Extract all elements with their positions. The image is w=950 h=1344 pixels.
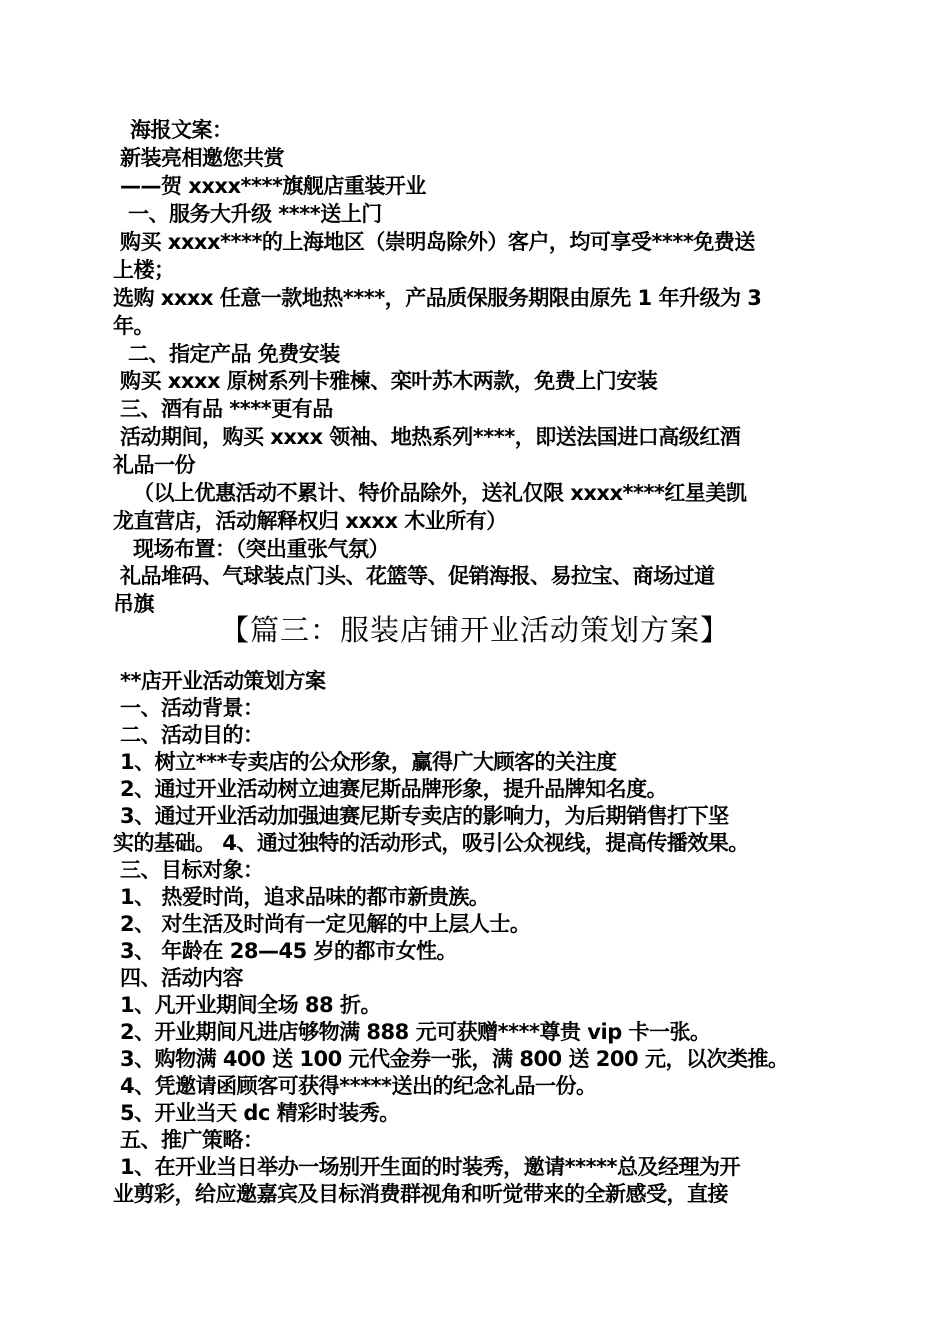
plan-line: 业剪彩，给应邀嘉宾及目标消费群视角和听觉带来的全新感受，直接 <box>113 1182 728 1206</box>
poster-paragraph-line: 选购 xxxx 任意一款地热****，产品质保服务期限由原先 1 年升级为 3 <box>113 286 762 310</box>
plan-heading: 二、活动目的： <box>120 723 264 747</box>
poster-paragraph-line: 上楼； <box>113 258 175 282</box>
poster-note-line: （以上优惠活动不累计、特价品除外，送礼仅限 xxxx****红星美凯 <box>133 481 747 505</box>
poster-item-heading-2: 二、指定产品 免费安装 <box>128 342 340 366</box>
plan-line: 3、购物满 400 送 100 元代金券一张，满 800 送 200 元，以次类推。 <box>120 1047 789 1071</box>
poster-item-heading-1: 一、服务大升级 ****送上门 <box>128 202 382 226</box>
plan-heading: 五、推广策略： <box>120 1128 264 1152</box>
poster-headline: 新装亮相邀您共赏 <box>120 146 284 170</box>
poster-paragraph-line: 礼品堆码、气球装点门头、花篮等、促销海报、易拉宝、商场过道 <box>120 564 715 588</box>
plan-line: 5、开业当天 dc 精彩时装秀。 <box>120 1101 400 1125</box>
poster-paragraph-line: 活动期间，购买 xxxx 领袖、地热系列****，即送法国进口高级红酒 <box>120 425 741 449</box>
plan-line: 4、凭邀请函顾客可获得*****送出的纪念礼品一份。 <box>120 1074 597 1098</box>
poster-item-heading-3: 三、酒有品 ****更有品 <box>120 397 333 421</box>
poster-copy-label: 海报文案： <box>130 118 233 142</box>
section-heading: 【篇三：服装店铺开业活动策划方案】 <box>219 613 730 647</box>
plan-line: 3、通过开业活动加强迪赛尼斯专卖店的影响力，为后期销售打下坚 <box>120 804 729 828</box>
plan-heading: 四、活动内容 <box>120 966 243 990</box>
poster-subheadline: ——贺 xxxx****旗舰店重装开业 <box>120 174 426 198</box>
plan-line: 3、 年龄在 28—45 岁的都市女性。 <box>120 939 457 963</box>
plan-heading: 三、目标对象： <box>120 858 264 882</box>
plan-line: 实的基础。 4、通过独特的活动形式，吸引公众视线，提高传播效果。 <box>113 831 749 855</box>
poster-paragraph-line: 购买 xxxx****的上海地区（崇明岛除外）客户，均可享受****免费送 <box>120 230 755 254</box>
poster-paragraph-line: 年。 <box>113 314 154 338</box>
plan-line: 1、凡开业期间全场 88 折。 <box>120 993 381 1017</box>
poster-paragraph-line: 吊旗 <box>113 592 154 616</box>
plan-line: 2、通过开业活动树立迪赛尼斯品牌形象，提升品牌知名度。 <box>120 777 668 801</box>
poster-note-line: 龙直营店，活动解释权归 xxxx 木业所有） <box>113 509 507 533</box>
plan-line: 1、在开业当日举办一场别开生面的时装秀，邀请*****总及经理为开 <box>120 1155 741 1179</box>
poster-paragraph-line: 礼品一份 <box>113 453 195 477</box>
plan-line: 2、 对生活及时尚有一定见解的中上层人士。 <box>120 912 531 936</box>
plan-heading: 一、活动背景： <box>120 696 264 720</box>
plan-line: 1、 热爱时尚，追求品味的都市新贵族。 <box>120 885 490 909</box>
poster-setup-heading: 现场布置：（突出重张气氛） <box>133 537 389 561</box>
plan-title: **店开业活动策划方案 <box>120 669 326 693</box>
poster-paragraph-line: 购买 xxxx 原树系列卡雅楝、栾叶苏木两款，免费上门安装 <box>120 369 658 393</box>
plan-line: 2、开业期间凡进店够物满 888 元可获赠****尊贵 vip 卡一张。 <box>120 1020 711 1044</box>
plan-line: 1、树立***专卖店的公众形象，赢得广大顾客的关注度 <box>120 750 617 774</box>
